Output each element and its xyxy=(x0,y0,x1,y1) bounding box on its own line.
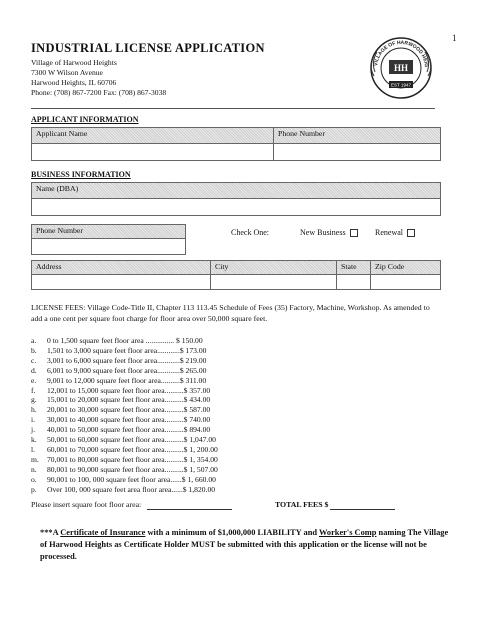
fee-row xyxy=(31,376,206,386)
total-fees-label: TOTAL FEES $ xyxy=(275,500,329,509)
fee-row xyxy=(31,336,203,346)
fee-text: 90,001 to 100, 000 square feet floor area......$ 1, 660.00 xyxy=(47,474,216,484)
fee-row xyxy=(31,346,206,356)
total-fees-line xyxy=(275,500,395,510)
check-one-label: Check One: xyxy=(231,228,269,237)
square-foot-line xyxy=(31,500,232,510)
workers-comp-text: Worker's Comp xyxy=(318,528,377,537)
fee-letter: l. xyxy=(31,444,36,454)
fee-row xyxy=(31,395,210,405)
new-business-checkbox[interactable] xyxy=(350,229,358,237)
state-field[interactable] xyxy=(336,274,371,290)
fee-row xyxy=(31,445,218,455)
fee-letter: c. xyxy=(31,355,37,365)
fee-text: 3,001 to 6,000 square feet floor area............$ 219.00 xyxy=(47,355,207,365)
fee-letter: m. xyxy=(31,454,39,464)
fee-letter: n. xyxy=(31,464,37,474)
square-foot-field[interactable] xyxy=(147,500,232,510)
fee-row xyxy=(31,475,216,485)
notice-rest: naming The Village of Harwood Heights as Certificate Holder MUST be submitted with this application or the license will not be processed. xyxy=(40,528,449,561)
city-state-zip: Harwood Heights, IL 60706 xyxy=(31,78,117,87)
business-section-title: BUSINESS INFORMATION xyxy=(31,170,131,179)
notice-middle: with a minimum of $1,000,000 LIABILITY and xyxy=(145,528,319,537)
renewal-checkbox[interactable] xyxy=(407,229,415,237)
fee-text: 12,001 to 15,000 square feet floor area..........$ 357.00 xyxy=(47,385,211,395)
fee-text: 0 to 1,500 square feet floor area ............... $ 150.00 xyxy=(47,336,203,345)
fee-letter: j. xyxy=(31,425,36,435)
applicant-name-field[interactable] xyxy=(31,143,274,161)
state-label: State xyxy=(336,260,371,275)
total-fees-field[interactable] xyxy=(330,500,395,510)
business-name-field[interactable] xyxy=(31,198,441,216)
phone-fax: Phone: (708) 867-7200 Fax: (708) 867-3038 xyxy=(31,88,167,97)
new-business-option[interactable] xyxy=(300,228,358,237)
fee-text: 1,501 to 3,000 square feet floor area............$ 173.00 xyxy=(47,345,207,355)
square-foot-label: Please insert square foot floor area: xyxy=(31,500,142,509)
applicant-name-label: Applicant Name xyxy=(31,127,274,144)
village-seal-logo xyxy=(365,32,437,104)
fee-text: 40,001 to 50,000 square feet floor area..........$ 894.00 xyxy=(47,425,211,435)
fee-row xyxy=(31,366,206,376)
fee-letter: p. xyxy=(31,484,37,494)
fee-row xyxy=(31,425,210,435)
fee-letter: d. xyxy=(31,365,37,375)
fee-row xyxy=(31,455,218,465)
fee-text: 70,001 to 80,000 square feet floor area..........$ 1, 354.00 xyxy=(47,454,218,464)
notice-prefix: ***A xyxy=(40,528,61,537)
fee-row xyxy=(31,465,218,475)
fee-row xyxy=(31,485,215,495)
business-phone-field[interactable] xyxy=(31,238,186,255)
applicant-phone-label: Phone Number xyxy=(273,127,441,144)
fee-row xyxy=(31,386,210,396)
village-address xyxy=(31,58,166,98)
fee-letter: a. xyxy=(31,336,37,345)
address-field[interactable] xyxy=(31,274,211,290)
fee-text: 80,001 to 90,000 square feet floor area..........$ 1, 507.00 xyxy=(47,464,218,474)
fee-row xyxy=(31,356,206,366)
fee-text: 20,001 to 30,000 square feet floor area..........$ 587.00 xyxy=(47,405,211,415)
applicant-phone-field[interactable] xyxy=(273,143,441,161)
zip-field[interactable] xyxy=(370,274,441,290)
fee-text: 30,001 to 40,000 square feet floor area..........$ 740.00 xyxy=(47,415,211,425)
zip-label: Zip Code xyxy=(370,260,441,275)
fee-letter: k. xyxy=(31,435,37,444)
business-phone-label: Phone Number xyxy=(31,224,186,239)
fee-row xyxy=(31,415,210,425)
svg-text:VILLAGE OF HARWOOD HEIGHTS: VILLAGE OF HARWOOD HEIG xyxy=(373,39,430,68)
fee-letter: g. xyxy=(31,395,37,405)
fee-text: 50,001 to 60,000 square feet floor area..........$ 1,047.00 xyxy=(47,435,216,444)
city-label: City xyxy=(210,260,337,275)
renewal-option[interactable] xyxy=(375,228,415,237)
fee-text: 6,001 to 9,000 square feet floor area............$ 265.00 xyxy=(47,365,207,375)
seal-center-text: HH xyxy=(393,63,409,73)
page-number: 1 xyxy=(452,33,457,43)
village-name: Village of Harwood Heights xyxy=(31,58,117,67)
street-address: 7300 W Wilson Avenue xyxy=(31,68,103,77)
fee-text: Over 100, 000 square feet area floor area......$ 1,820.00 xyxy=(47,484,216,494)
license-fees-intro: LICENSE FEES: Village Code-Title II, Chapter 113 113.45 Schedule of Fees (35) Factory, Machine, Workshop. As amended to add a one cent per square foot charge for floor area over 50,000 square feet. xyxy=(31,303,430,323)
new-business-label: New Business xyxy=(300,228,346,237)
insurance-notice xyxy=(40,527,450,563)
business-name-label: Name (DBA) xyxy=(31,182,441,199)
fee-letter: o. xyxy=(31,474,37,484)
fee-letter: f. xyxy=(31,385,36,395)
fee-row xyxy=(31,405,210,415)
fee-letter: i. xyxy=(31,415,36,425)
fee-letter: b. xyxy=(31,345,37,355)
applicant-section-title: APPLICANT INFORMATION xyxy=(31,115,139,124)
fee-letter: h. xyxy=(31,405,37,415)
form-title: INDUSTRIAL LICENSE APPLICATION xyxy=(31,41,265,55)
certificate-of-insurance-text: Certificate of Insurance xyxy=(60,528,146,537)
fee-row xyxy=(31,435,216,445)
fee-letter: e. xyxy=(31,375,37,385)
fee-text: 9,001 to 12,000 square feet floor area..........$ 311.00 xyxy=(47,375,207,385)
address-label: Address xyxy=(31,260,211,275)
city-field[interactable] xyxy=(210,274,337,290)
header-divider xyxy=(31,108,435,109)
seal-bottom-text: EST 1947 xyxy=(391,82,411,88)
fee-text: 60,001 to 70,000 square feet floor area..........$ 1, 200.00 xyxy=(47,444,218,454)
renewal-label: Renewal xyxy=(375,228,403,237)
fee-text: 15,001 to 20,000 square feet floor area..........$ 434.00 xyxy=(47,395,211,405)
